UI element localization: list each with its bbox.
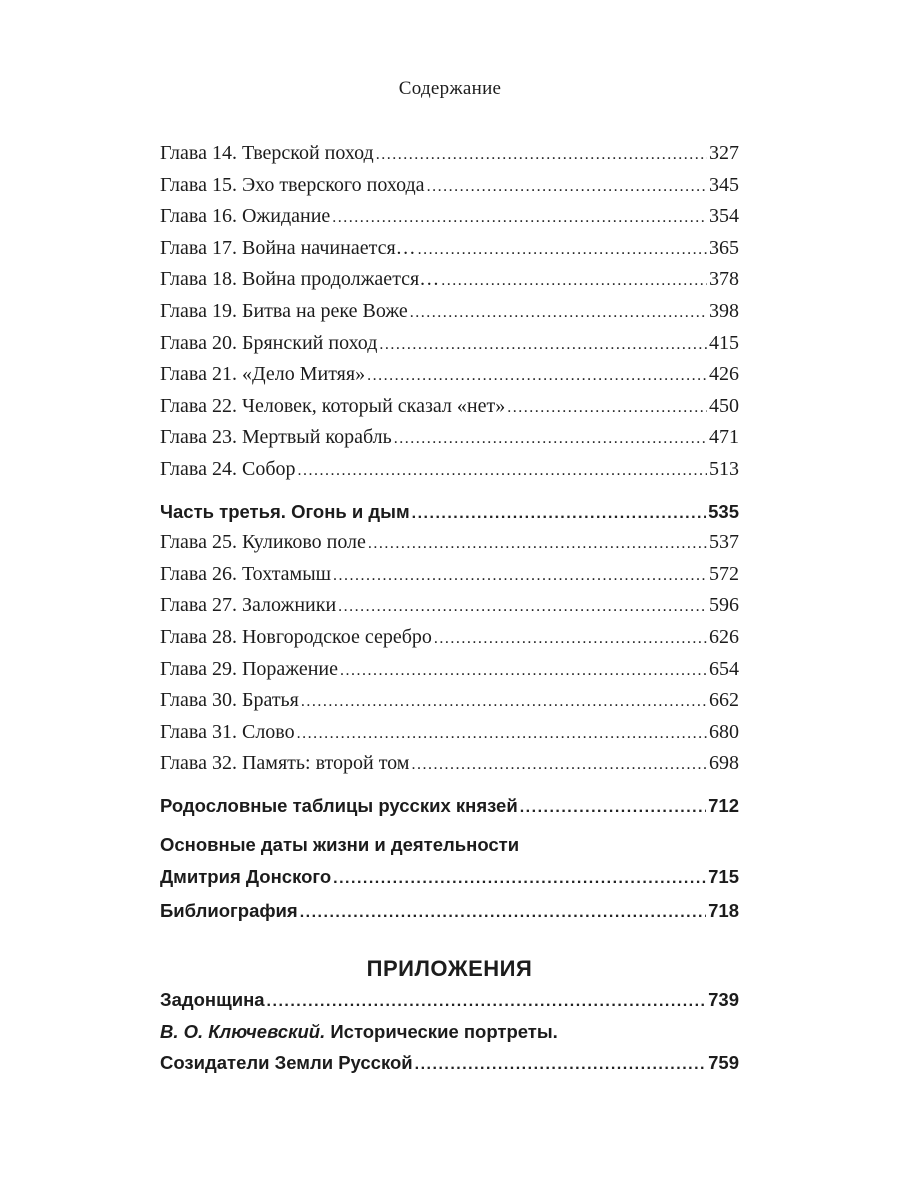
toc-entry-title: Глава 15. Эхо тверского похода: [160, 173, 425, 196]
toc-entry-genealogy[interactable]: [160, 790, 739, 822]
toc-entry-ch18[interactable]: [160, 264, 739, 296]
toc-entry-page: 739: [708, 989, 739, 1011]
toc-entry-title: Глава 28. Новгородское серебро: [160, 625, 432, 648]
dot-leader: [368, 528, 707, 560]
dot-leader: [332, 202, 707, 234]
dot-leader: [412, 498, 706, 530]
dot-leader: [441, 265, 707, 297]
toc-entry-dates[interactable]: [160, 861, 739, 893]
table-of-contents: [160, 138, 739, 1079]
toc-entry-title: Глава 18. Война продолжается…: [160, 268, 440, 291]
dot-leader: [415, 1049, 706, 1081]
toc-entry-ch28[interactable]: [160, 622, 739, 654]
toc-entry-page: 537: [709, 531, 739, 554]
toc-entry-title: Глава 26. Тохтамыш: [160, 562, 332, 585]
toc-entry-page: 712: [708, 794, 739, 816]
toc-entry-title: Дмитрия Донского: [160, 866, 332, 888]
toc-entry-klyuchevsky[interactable]: [160, 1047, 739, 1079]
toc-entry-page: 698: [709, 752, 739, 775]
toc-entry-page: 759: [708, 1052, 739, 1074]
dot-leader: [411, 749, 707, 781]
toc-entry-dates-line1: Основные даты жизни и деятельности: [160, 834, 520, 856]
dot-leader: [301, 686, 707, 718]
toc-entry-page: 471: [709, 426, 739, 449]
dot-leader: [340, 655, 707, 687]
dot-leader: [379, 329, 707, 361]
toc-entry-title: Глава 20. Брянский поход: [160, 331, 378, 354]
dot-leader: [267, 986, 707, 1018]
dot-leader: [520, 792, 706, 824]
toc-entry-ch19[interactable]: [160, 296, 739, 328]
toc-entry-title: Глава 30. Братья: [160, 689, 299, 712]
toc-entry-title: Глава 19. Битва на реке Воже: [160, 299, 408, 322]
toc-entry-bibliography[interactable]: [160, 895, 739, 927]
work-title-part1: Исторические портреты.: [325, 1020, 558, 1042]
toc-entry-ch22[interactable]: [160, 391, 739, 423]
toc-entry-ch25[interactable]: [160, 527, 739, 559]
dot-leader: [338, 591, 707, 623]
dot-leader: [297, 718, 707, 750]
toc-entry-title: Библиография: [160, 899, 298, 921]
dot-leader: [507, 392, 707, 424]
toc-entry-klyuchevsky-line1: [160, 1016, 739, 1048]
dot-leader: [418, 234, 707, 266]
toc-entry-ch27[interactable]: [160, 590, 739, 622]
toc-entry-page: 654: [709, 657, 739, 680]
toc-entry-ch24[interactable]: [160, 454, 739, 486]
toc-entry-title: Глава 23. Мертвый корабль: [160, 426, 392, 449]
dot-leader: [333, 560, 707, 592]
toc-entry-title: Глава 27. Заложники: [160, 594, 337, 617]
dot-leader: [394, 423, 707, 455]
toc-entry-ch16[interactable]: [160, 201, 739, 233]
page-title: Содержание: [398, 78, 502, 99]
toc-entry-ch26[interactable]: [160, 559, 739, 591]
toc-entry-ch14[interactable]: [160, 138, 739, 170]
toc-entry-title: Глава 17. Война начинается…: [160, 236, 416, 259]
toc-entry-ch21[interactable]: [160, 359, 739, 391]
toc-entry-title: Глава 14. Тверской поход: [160, 142, 374, 164]
toc-entry-page: 535: [708, 500, 739, 522]
dot-leader: [333, 863, 706, 895]
toc-entry-ch31[interactable]: [160, 717, 739, 749]
toc-entry-title: Глава 31. Слово: [160, 720, 295, 743]
toc-entry-ch23[interactable]: [160, 422, 739, 454]
dot-leader: [434, 623, 707, 655]
toc-entry-zadonshchina[interactable]: [160, 984, 739, 1016]
toc-entry-page: 718: [708, 899, 739, 921]
dot-leader: [300, 897, 706, 929]
toc-entry-title: Глава 21. «Дело Митяя»: [160, 363, 366, 386]
toc-entry-title: Родословные таблицы русских князей: [160, 794, 518, 816]
dot-leader: [376, 139, 707, 171]
toc-entry-ch20[interactable]: [160, 328, 739, 360]
toc-entry-title: Глава 24. Собор: [160, 457, 296, 480]
toc-entry-ch15[interactable]: [160, 170, 739, 202]
appendices-heading: ПРИЛОЖЕНИЯ: [366, 956, 533, 982]
toc-entry-ch30[interactable]: [160, 685, 739, 717]
toc-entry-page: 415: [709, 331, 739, 354]
dot-leader: [410, 297, 707, 329]
toc-entry-page: 626: [709, 625, 739, 648]
toc-entry-ch32[interactable]: [160, 748, 739, 780]
toc-entry-title: Глава 32. Память: второй том: [160, 752, 410, 775]
toc-entry-page: 365: [709, 236, 739, 259]
toc-entry-page: 662: [709, 689, 739, 712]
toc-part-title: Часть третья. Огонь и дым: [160, 500, 410, 522]
toc-entry-page: 513: [709, 457, 739, 480]
dot-leader: [427, 171, 707, 203]
toc-entry-title: Задонщина: [160, 989, 265, 1011]
toc-entry-page: 715: [708, 866, 739, 888]
toc-entry-part3[interactable]: [160, 496, 739, 528]
author-name: В. О. Ключевский.: [160, 1020, 326, 1042]
toc-entry-page: 378: [709, 268, 739, 291]
toc-entry-title: Глава 25. Куликово поле: [160, 531, 366, 554]
toc-entry-title: Созидатели Земли Русской: [160, 1052, 413, 1074]
toc-entry-ch29[interactable]: [160, 654, 739, 686]
toc-entry-page: 398: [709, 299, 739, 322]
toc-entry-title: Глава 29. Поражение: [160, 657, 339, 680]
toc-entry-page: 680: [709, 720, 739, 743]
toc-entry-ch17[interactable]: [160, 233, 739, 265]
toc-entry-page: 596: [709, 594, 739, 617]
dot-leader: [367, 360, 707, 392]
toc-entry-title: Глава 16. Ожидание: [160, 205, 331, 228]
toc-entry-page: 345: [709, 173, 739, 196]
toc-entry-title: Глава 22. Человек, который сказал «нет»: [160, 394, 506, 417]
toc-entry-page: 572: [709, 562, 739, 585]
dot-leader: [298, 455, 708, 487]
toc-entry-page: 327: [709, 142, 739, 164]
toc-entry-page: 426: [709, 363, 739, 386]
toc-entry-page: 354: [709, 205, 739, 228]
toc-entry-page: 450: [709, 394, 739, 417]
